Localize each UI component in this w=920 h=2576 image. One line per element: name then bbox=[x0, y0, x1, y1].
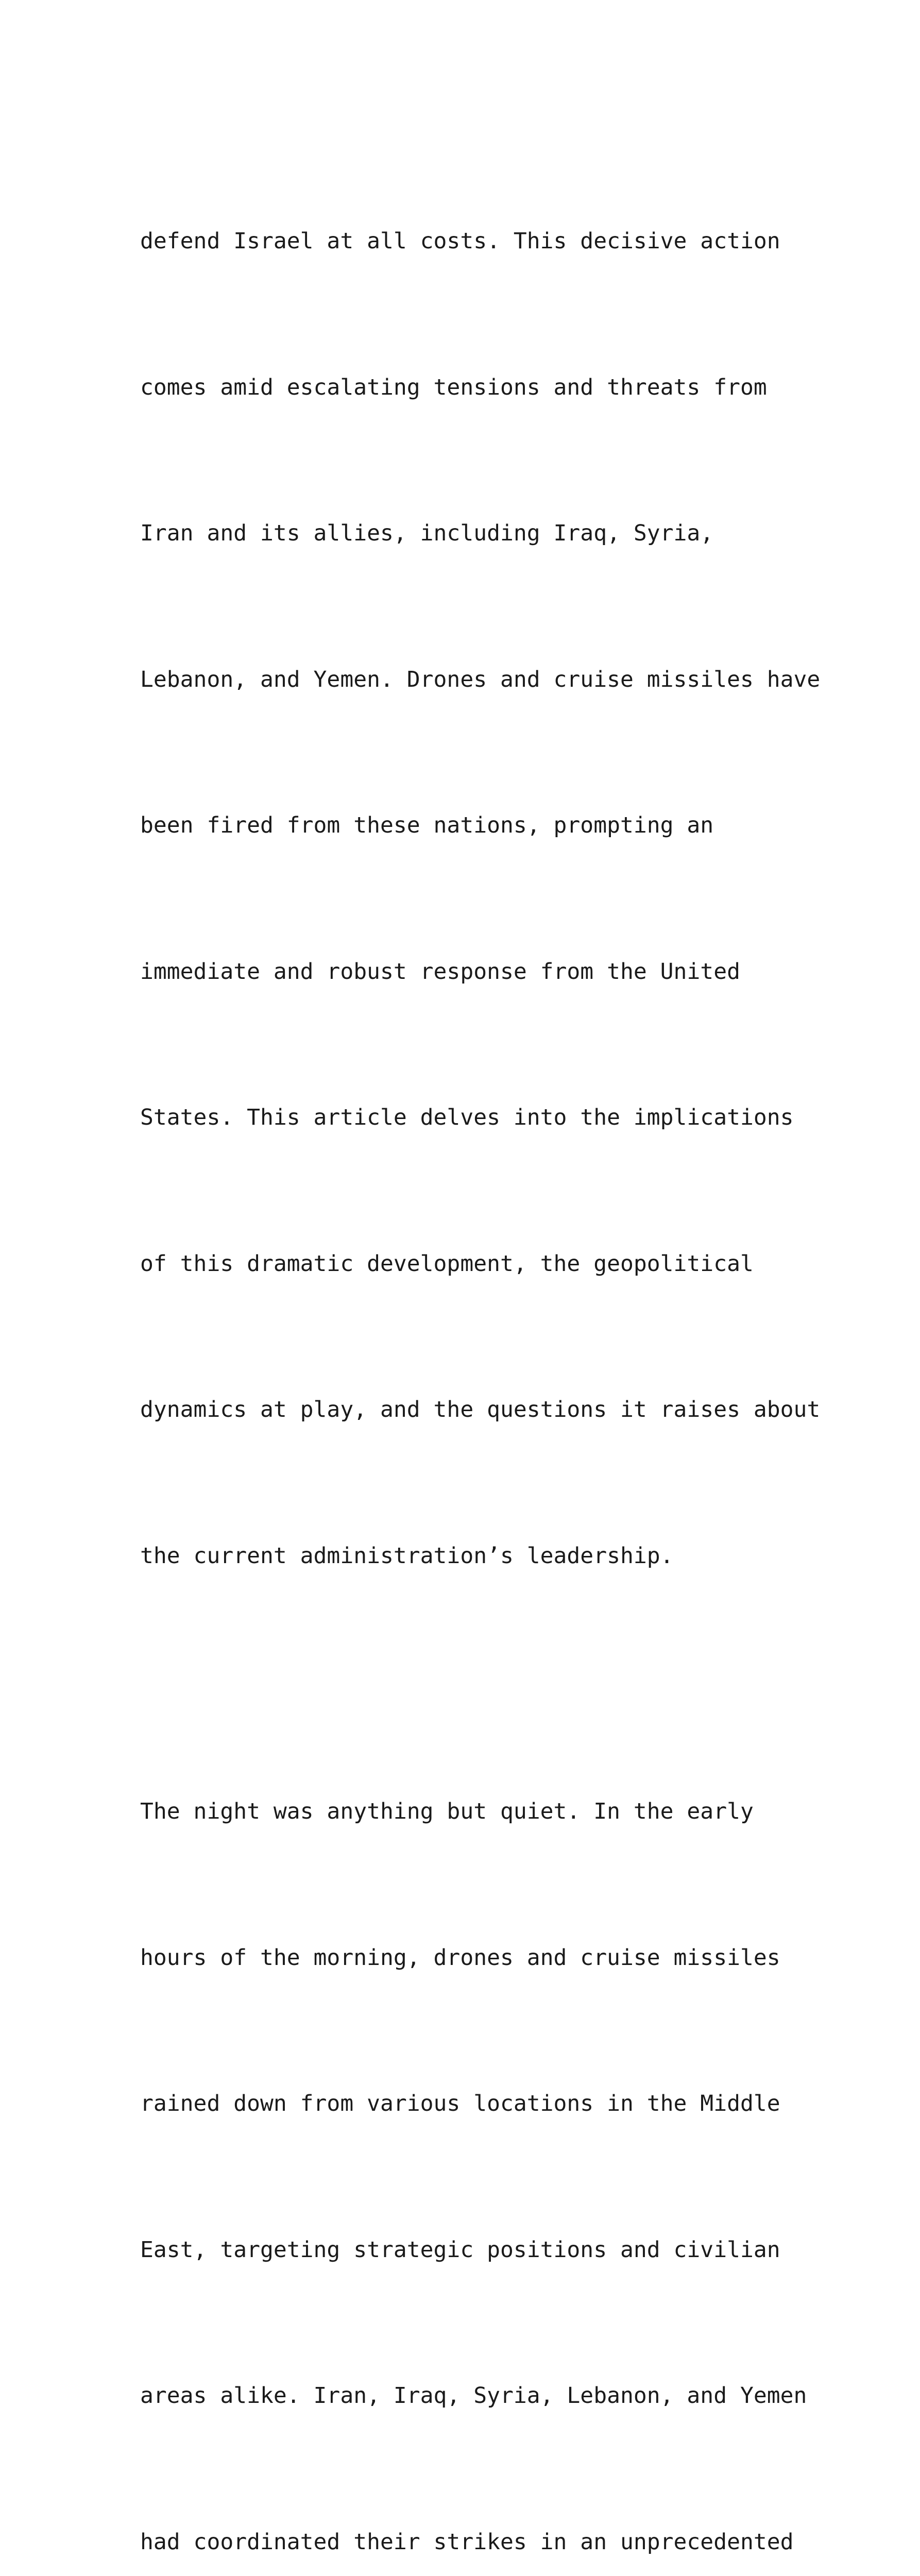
text-line: Lebanon, and Yemen. Drones and cruise missiles have bbox=[140, 666, 821, 692]
body-text bbox=[140, 120, 821, 2576]
text-line: areas alike. Iran, Iraq, Syria, Lebanon, and Yemen bbox=[140, 2383, 807, 2409]
text-line: the current administration’s leadership. bbox=[140, 1543, 674, 1569]
text-line: rained down from various locations in the Middle bbox=[140, 2091, 780, 2116]
text-line: East, targeting strategic positions and civilian bbox=[140, 2236, 780, 2263]
text-line: hours of the morning, drones and cruise missiles bbox=[140, 1944, 780, 1971]
text-line: defend Israel at all costs. This decisive action bbox=[140, 228, 780, 254]
text-line: States. This article delves into the implications bbox=[140, 1105, 794, 1130]
text-line: of this dramatic development, the geopolitical bbox=[140, 1250, 754, 1277]
text-line: Iran and its allies, including Iraq, Syria, bbox=[140, 520, 714, 546]
paragraph-1 bbox=[140, 120, 821, 1677]
text-line: immediate and robust response from the United bbox=[140, 958, 740, 985]
text-line: had coordinated their strikes in an unprecedented bbox=[140, 2529, 794, 2555]
text-line: The night was anything but quiet. In the early bbox=[140, 1799, 754, 1824]
paragraph-2 bbox=[140, 1690, 810, 2576]
text-line: dynamics at play, and the questions it raises about bbox=[140, 1397, 821, 1422]
text-line: comes amid escalating tensions and threats from bbox=[140, 374, 767, 400]
text-line: been fired from these nations, prompting an bbox=[140, 812, 714, 838]
